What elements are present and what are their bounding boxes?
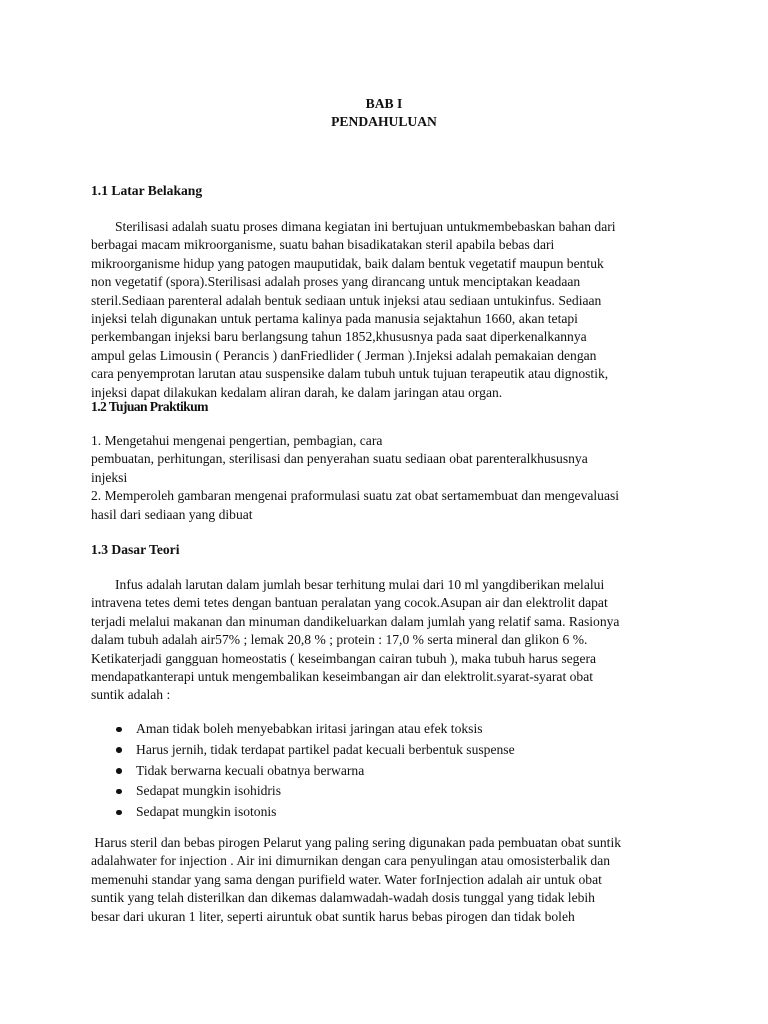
paragraph-line: intravena tetes demi tetes dengan bantuan peralatan yang cocok.Asupan air dan elektrolit dapat xyxy=(91,595,608,611)
paragraph-line: Sterilisasi adalah suatu proses dimana kegiatan ini bertujuan untukmembebaskan bahan dari xyxy=(115,219,616,234)
paragraph-line: terjadi melalui makanan dan minuman dandikeluarkan dalam jumlah yang relatif sama. Rasionya xyxy=(91,613,620,629)
paragraph-line: hasil dari sediaan yang dibuat xyxy=(91,506,253,522)
section-heading-tujuan-praktikum: 1.2 Tujuan Praktikum xyxy=(91,399,208,414)
paragraph-line: suntik adalah : xyxy=(91,687,171,703)
paragraph-line: adalahwater for injection . Air ini dimurnikan dengan cara penyulingan atau omosisterbalik dan xyxy=(91,853,611,869)
section-heading-dasar-teori: 1.3 Dasar Teori xyxy=(91,542,180,557)
bullet-dot-icon xyxy=(116,789,122,795)
paragraph-line: ampul gelas Limousin ( Perancis ) danFriedlider ( Jerman ).Injeksi adalah pemakaian dengan xyxy=(91,347,597,363)
list-item-text: Harus jernih, tidak terdapat partikel padat kecuali berbentuk suspense xyxy=(136,741,515,757)
paragraph-dasar-teori xyxy=(91,576,691,705)
paragraph-line: Ketikaterjadi gangguan homeostatis ( keseimbangan cairan tubuh ), maka tubuh harus segera xyxy=(91,650,597,666)
paragraph-line: pembuatan, perhitungan, sterilisasi dan penyerahan suatu sediaan obat parenteralkhususnya xyxy=(91,451,588,467)
paragraph-line: perkembangan injeksi baru berlangsung tahun 1852,khususnya pada saat diperkenalkannya xyxy=(91,329,587,345)
paragraph-line: injeksi dapat dilakukan kedalam aliran darah, ke dalam jaringan atau organ. xyxy=(91,384,503,400)
section-heading-latar-belakang: 1.1 Latar Belakang xyxy=(91,183,203,198)
paragraph-line: suntik yang telah disterilkan dan dikemas dalamwadah-wadah dosis tunggal yang tidak lebih xyxy=(91,890,595,906)
bullet-dot-icon xyxy=(116,810,122,816)
chapter-number: BAB I xyxy=(365,96,403,111)
paragraph-line: dalam tubuh adalah air57% ; lemak 20,8 % ; protein : 17,0 % serta mineral dan glikon 6 %. xyxy=(91,632,588,648)
paragraph-line: Infus adalah larutan dalam jumlah besar terhitung mulai dari 10 ml yangdiberikan melalui xyxy=(115,577,605,592)
bullet-dot-icon xyxy=(116,727,122,733)
list-item-text: Aman tidak boleh menyebabkan iritasi jaringan atau efek toksis xyxy=(136,721,483,736)
list-item-text: Sedapat mungkin isotonis xyxy=(136,804,277,820)
paragraph-line: cara penyemprotan larutan atau suspensike dalam tubuh untuk tujuan terapeutik atau dignostik, xyxy=(91,366,609,382)
paragraph-line: 2. Memperoleh gambaran mengenai praformulasi suatu zat obat sertamembuat dan mengevaluasi xyxy=(91,488,620,504)
paragraph-line: memenuhi standar yang sama dengan purifield water. Water forInjection adalah air untuk obat xyxy=(91,871,602,887)
paragraph-line: injeksi xyxy=(91,469,128,485)
paragraph-line: besar dari ukuran 1 liter, seperti airuntuk obat suntik harus bebas pirogen dan tidak boleh xyxy=(91,908,575,924)
paragraph-line: berbagai macam mikroorganisme, suatu bahan bisadikatakan steril apabila bebas dari xyxy=(91,237,555,253)
paragraph-line: steril.Sediaan parenteral adalah bentuk sediaan untuk injeksi atau sediaan untukinfus. Sediaan xyxy=(91,292,602,308)
chapter-title: PENDAHULUAN xyxy=(331,114,437,129)
paragraph-line: injeksi telah digunakan untuk pertama kalinya pada manusia sejaktahun 1660, akan tetapi xyxy=(91,310,578,326)
paragraph-pelarut-obat-suntik xyxy=(91,834,691,926)
bullet-dot-icon xyxy=(116,747,122,753)
list-item-text: Tidak berwarna kecuali obatnya berwarna xyxy=(136,762,365,778)
paragraph-line: Harus steril dan bebas pirogen Pelarut yang paling sering digunakan pada pembuatan obat suntik xyxy=(91,835,622,850)
paragraph-line: 1. Mengetahui mengenai pengertian, pembagian, cara xyxy=(91,433,383,448)
bullet-dot-icon xyxy=(116,768,122,774)
paragraph-line: non vegetatif (spora).Sterilisasi adalah proses yang dirancang untuk menciptakan keadaan xyxy=(91,274,581,290)
paragraph-line: mikroorganisme hidup yang patogen mauputidak, baik dalam bentuk vegetatif maupun bentuk xyxy=(91,255,604,271)
list-item-text: Sedapat mungkin isohidris xyxy=(136,783,281,799)
list-tujuan-praktikum xyxy=(91,432,691,524)
paragraph-line: mendapatkanterapi untuk mengembalikan keseimbangan air dan elektrolit.syarat-syarat obat xyxy=(91,668,594,684)
paragraph-latar-belakang xyxy=(91,218,691,402)
